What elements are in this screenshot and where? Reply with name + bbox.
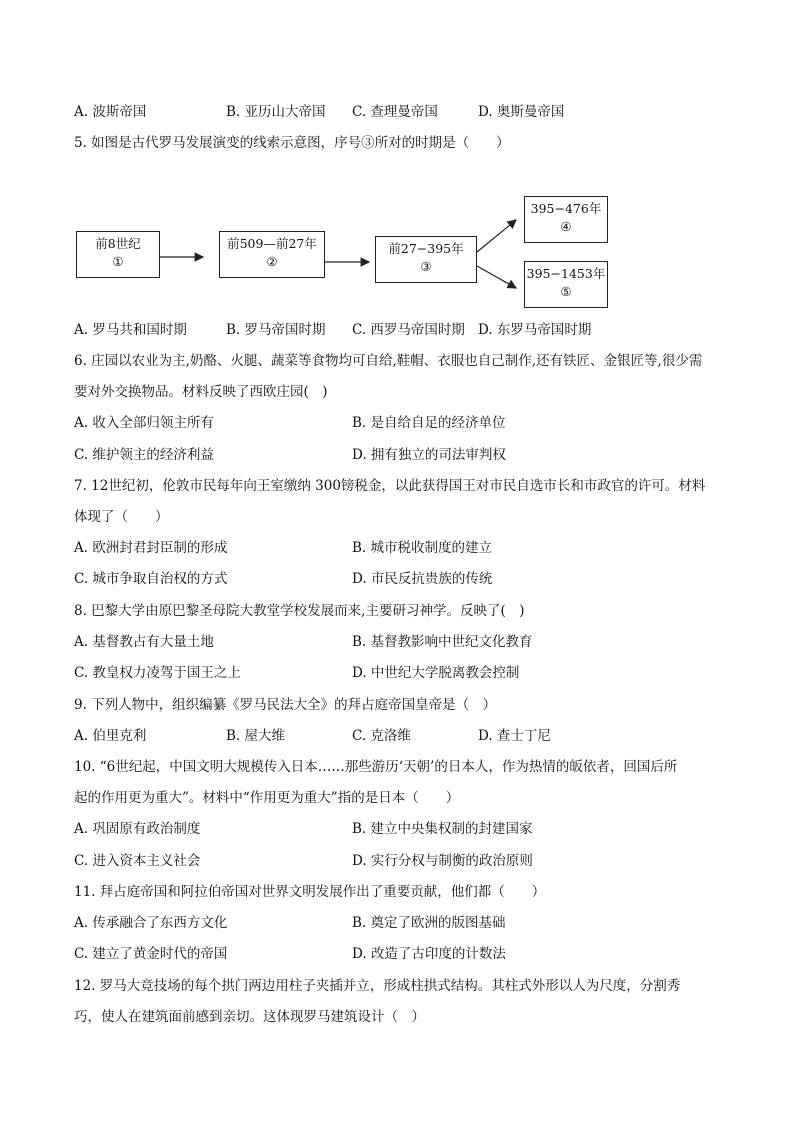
q12-line-1: 12. 罗马大竞技场的每个拱门两边用柱子夹插并立，形成柱拱式结构。其柱式外形以人为尺度，分割秀 — [74, 978, 681, 994]
q9-option-d: D. 查士丁尼 — [478, 728, 551, 744]
q11-option-b: B. 奠定了欧洲的版图基础 — [352, 915, 506, 931]
box-4-label: 395−476年 — [530, 201, 602, 216]
q11-line-1: 11. 拜占庭帝国和阿拉伯帝国对世界文明发展作出了重要贡献，他们都（ ） — [74, 884, 546, 900]
q4-option-a: A. 波斯帝国 — [74, 104, 147, 120]
q8-option-c: C. 教皇权力凌驾于国王之上 — [74, 665, 241, 681]
diagram-box-5 — [524, 261, 608, 308]
q10-option-b: B. 建立中央集权制的封建国家 — [352, 821, 533, 837]
q6-option-b: B. 是自给自足的经济单位 — [352, 415, 506, 431]
q12-line-2: 巧，使人在建筑面前感到亲切。这体现罗马建筑设计（ ） — [74, 1009, 425, 1025]
diagram-box-1 — [76, 231, 160, 278]
q6-option-a: A. 收入全部归领主所有 — [74, 415, 214, 431]
diagram-box-4 — [524, 196, 608, 243]
q11-option-c: C. 建立了黄金时代的帝国 — [74, 946, 228, 962]
q6-line-2: 要对外交换物品。材料反映了西欧庄园( ) — [74, 384, 328, 400]
q10-option-a: A. 巩固原有政治制度 — [74, 821, 201, 837]
q10-option-d: D. 实行分权与制衡的政治原则 — [352, 853, 533, 869]
box-2-number: ② — [266, 254, 278, 269]
arrow-3-4 — [477, 220, 516, 252]
q8-line-1: 8. 巴黎大学由原巴黎圣母院大教堂学校发展而来,主要研习神学。反映了( ) — [74, 603, 525, 619]
q4-option-d: D. 奥斯曼帝国 — [478, 104, 565, 120]
box-1-number: ① — [112, 254, 124, 269]
q5-option-c: C. 西罗马帝国时期 — [352, 322, 465, 338]
box-2-label: 前509—前27年 — [227, 236, 317, 251]
box-5-label: 395−1453年 — [526, 266, 606, 281]
q11-option-d: D. 改造了古印度的计数法 — [352, 946, 506, 962]
diagram-box-2 — [219, 231, 325, 278]
q9-line-1: 9. 下列人物中，组织编纂《罗马民法大全》的拜占庭帝国皇帝是（ ） — [74, 697, 497, 713]
q8-option-d: D. 中世纪大学脱离教会控制 — [352, 665, 520, 681]
q5-stem: 5. 如图是古代罗马发展演变的线索示意图，序号③所对的时期是（ ） — [74, 135, 510, 151]
q8-option-a: A. 基督教占有大量土地 — [74, 634, 214, 650]
q7-option-a: A. 欧洲封君封臣制的形成 — [74, 540, 228, 556]
q4-option-b: B. 亚历山大帝国 — [226, 104, 326, 120]
box-4-number: ④ — [560, 219, 572, 234]
q7-line-2: 体现了（ ） — [74, 509, 169, 525]
q11-option-a: A. 传承融合了东西方文化 — [74, 915, 228, 931]
q10-line-2: 起的作用更为重大”。材料中“作用更为重大”指的是日本（ ） — [74, 790, 460, 806]
q6-line-1: 6. 庄园以农业为主,奶酪、火腿、蔬菜等食物均可自给,鞋帽、衣服也自己制作,还有铁匠、金银匠等,很少需 — [74, 353, 703, 369]
q10-option-c: C. 进入资本主义社会 — [74, 853, 201, 869]
q7-option-b: B. 城市税收制度的建立 — [352, 540, 493, 556]
q8-option-b: B. 基督教影响中世纪文化教育 — [352, 634, 533, 650]
q5-option-a: A. 罗马共和国时期 — [74, 322, 187, 338]
q5-option-b: B. 罗马帝国时期 — [226, 322, 326, 338]
q5-option-d: D. 东罗马帝国时期 — [478, 322, 592, 338]
q7-line-1: 7. 12世纪初，伦敦市民每年向王室缴纳 300镑税金，以此获得国王对市民自选市长和市政官的许可。材料 — [74, 478, 706, 494]
q6-option-c: C. 维护领主的经济利益 — [74, 447, 214, 463]
box-3-label: 前27−395年 — [388, 241, 464, 256]
q9-option-b: B. 屋大维 — [226, 728, 286, 744]
q9-option-c: C. 克洛维 — [352, 728, 411, 744]
q7-option-c: C. 城市争取自治权的方式 — [74, 571, 228, 587]
q6-option-d: D. 拥有独立的司法审判权 — [352, 447, 506, 463]
box-1-label: 前8世纪 — [95, 236, 141, 251]
q7-option-d: D. 市民反抗贵族的传统 — [352, 571, 493, 587]
q4-option-c: C. 查理曼帝国 — [352, 104, 438, 120]
q9-option-a: A. 伯里克利 — [74, 728, 147, 744]
box-3-number: ③ — [420, 259, 432, 274]
diagram-box-3 — [375, 236, 477, 283]
q10-line-1: 10. “6世纪起，中国文明大规模传入日本……那些游历‘天朝’的日本人，作为热情的皈依者，回国后所 — [74, 759, 678, 775]
box-5-number: ⑤ — [560, 284, 572, 299]
arrow-3-5 — [477, 266, 516, 288]
